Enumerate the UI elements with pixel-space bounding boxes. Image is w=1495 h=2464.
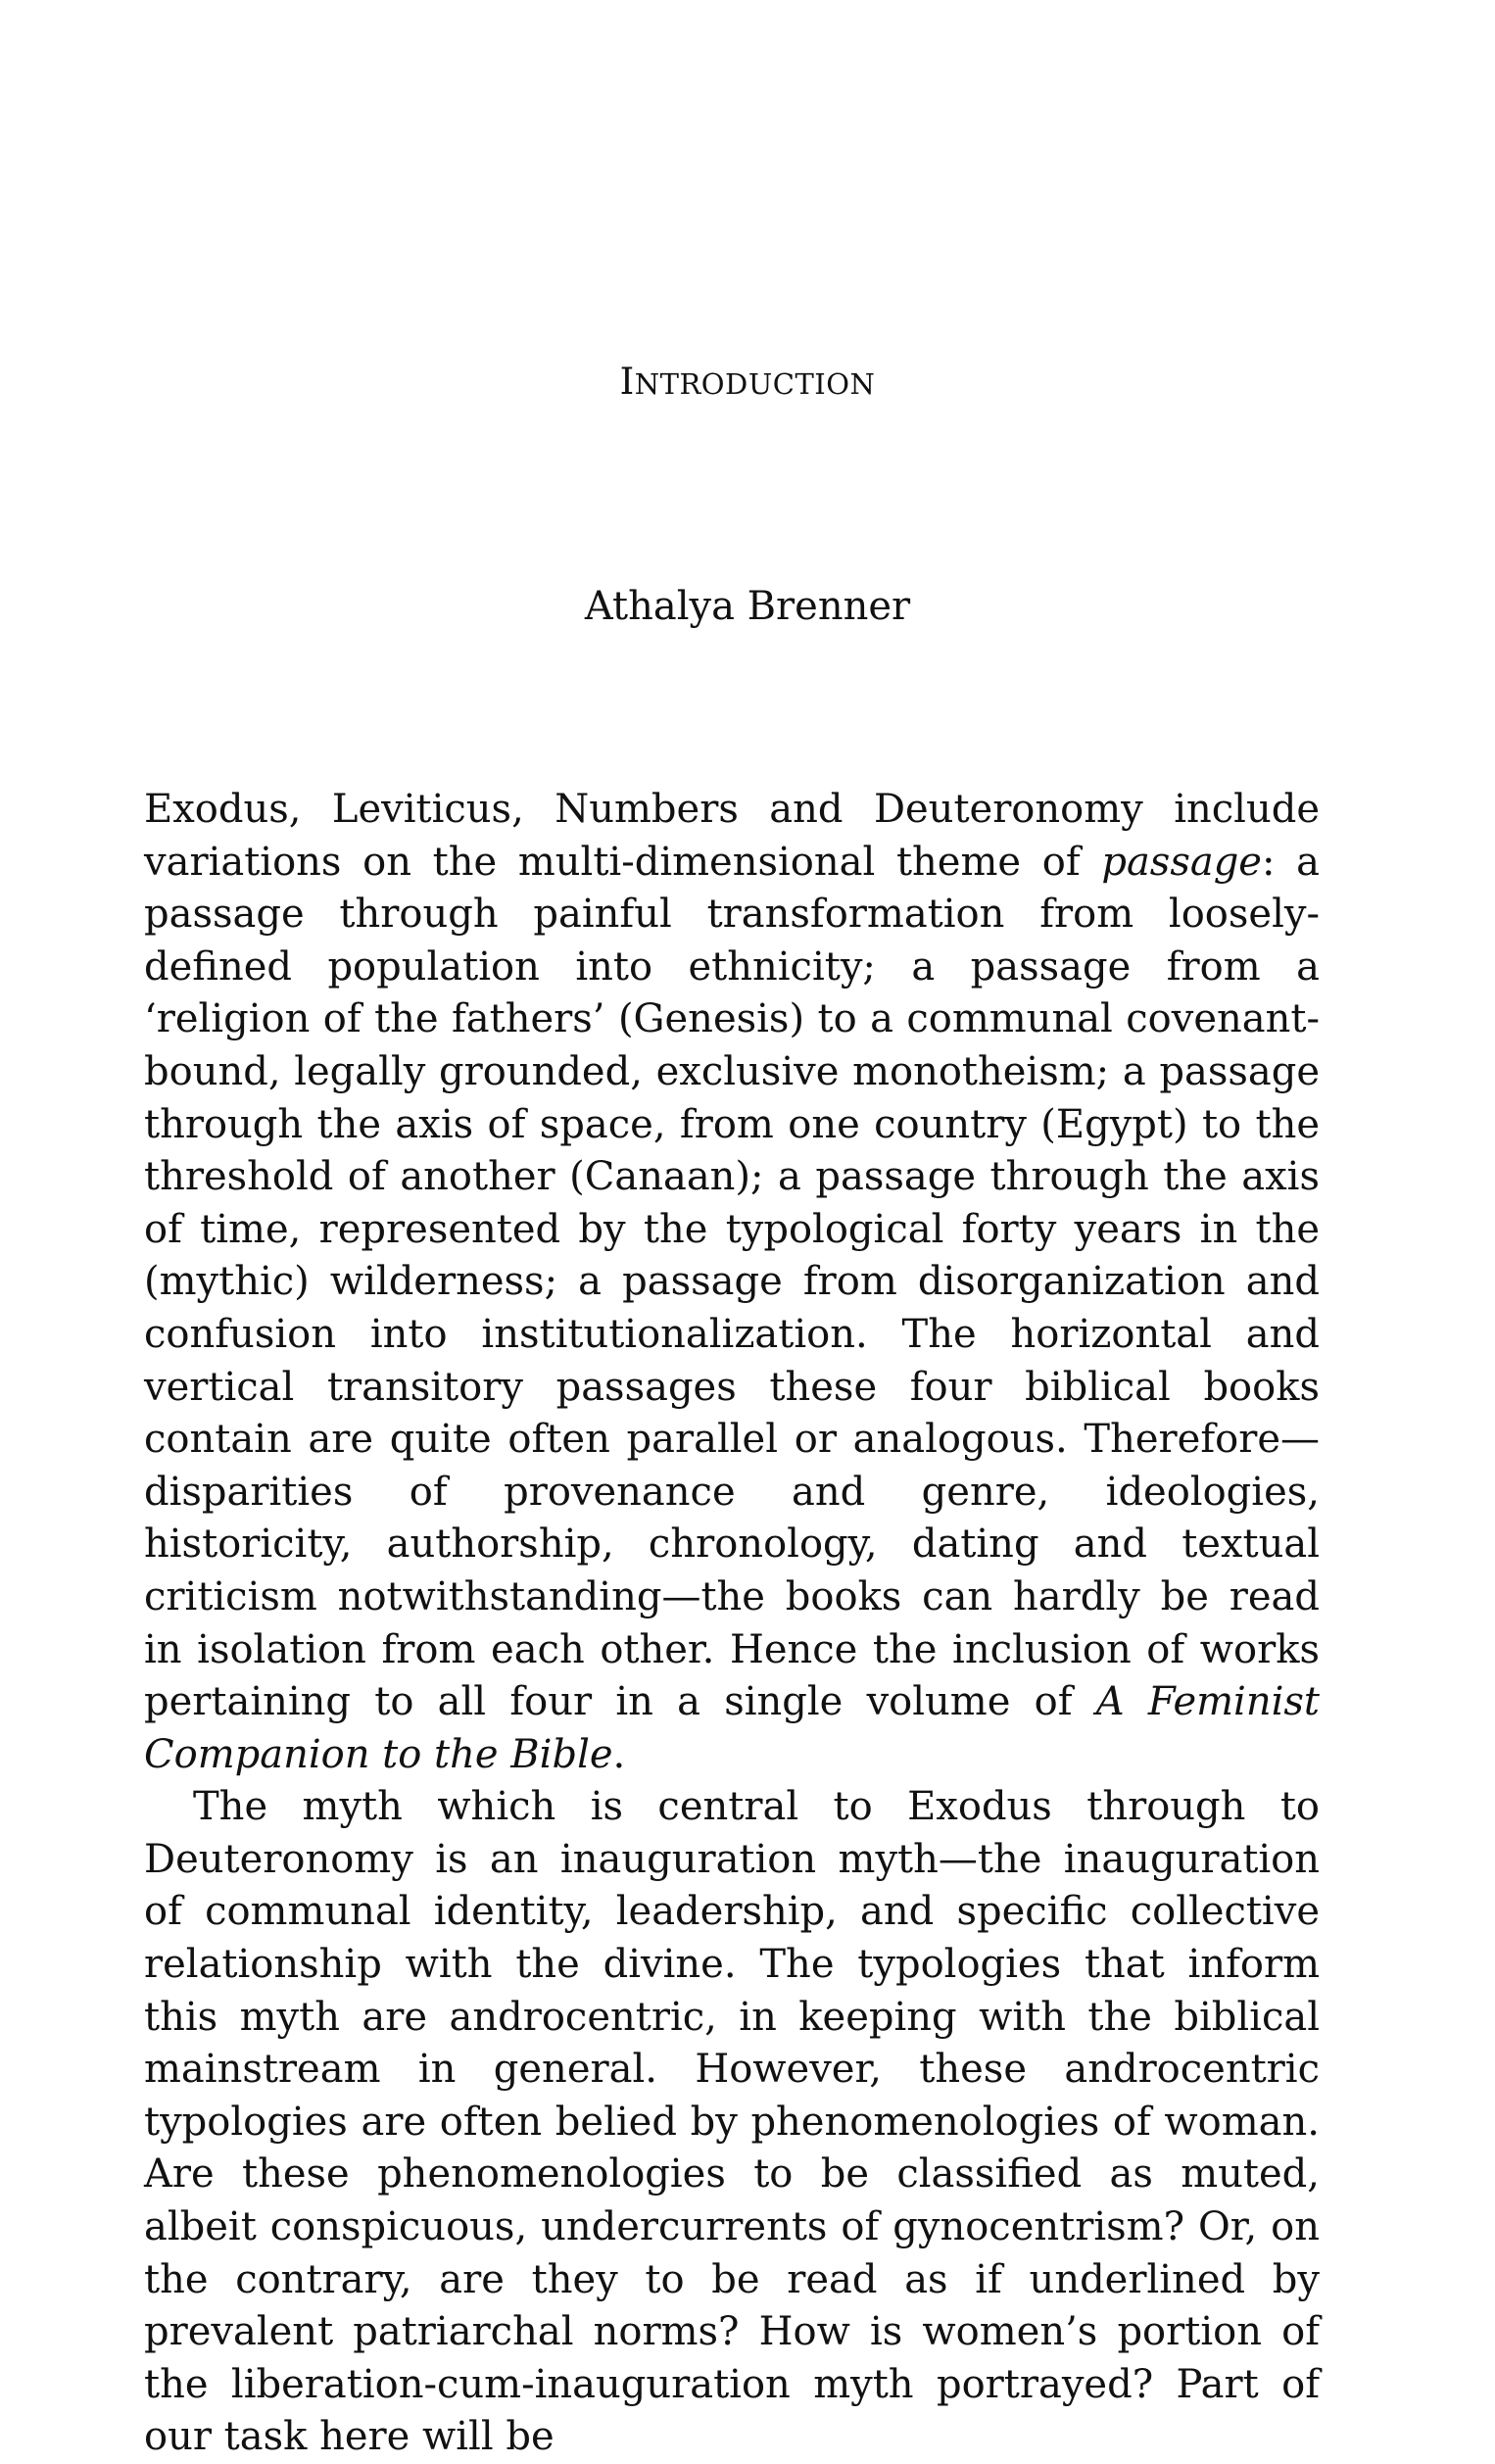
paragraph-1-rest: : a passage through painful transformation from loosely-defined population into ethnicity; a passage from a ‘religion of the fathers’ (Genesis) to a communal covenant-bound, legally grounded, exclusive monotheism; a passage through the axis of space, from one country (Egypt) to the threshold of another (Canaan); a passage through the axis of time, represented by the typological forty years in the (mythic) wilderness; a passage from disorganization and confusion into institutionalization. The horizontal and vertical transitory passages these four biblical books contain are quite often parallel or analogous. Therefore—disparities of provenance and genre, ideologies, historicity, authorship, chronology, dating and textual criticism notwithstanding—the books can hardly be read in isolation from each other. Hence the inclusion of works pertaining to all four in a single volume of [144, 839, 1320, 1725]
paragraph-2: The myth which is central to Exodus through to Deuteronomy is an inauguration myth—the inauguration of communal identity, leadership, and specific collective relationship with the divine. The typologies that inform this myth are androcentric, in keeping with the biblical mainstream in general. However, these androcentric typologies are often belied by phenomenologies of woman. Are these phenomenologies to be classified as muted, albeit conspicuous, undercurrents of gynocentrism? Or, on the contrary, are they to be read as if underlined by prevalent patriarchal norms? How is women’s portion of the liberation-cum-inauguration myth portrayed? Part of our task here will be [144, 1784, 1320, 2460]
chapter-title-rest: NTRODUCTION [634, 367, 876, 401]
chapter-title [0, 361, 1495, 403]
paragraph-1 [144, 784, 1320, 1781]
book-title: A Feminist Companion to the Bible [144, 1679, 1321, 1777]
paragraph-1-intro: Exodus, Leviticus, Numbers and Deuteronomy include variations on the multi-dimensional theme of [144, 787, 1320, 885]
body-text [144, 784, 1320, 2464]
passage-emphasis: passage [1101, 839, 1262, 885]
author-name: Athalya Brenner [584, 584, 911, 629]
chapter-title-initial: I [619, 361, 635, 403]
paragraph-1-end: . [612, 1731, 626, 1777]
